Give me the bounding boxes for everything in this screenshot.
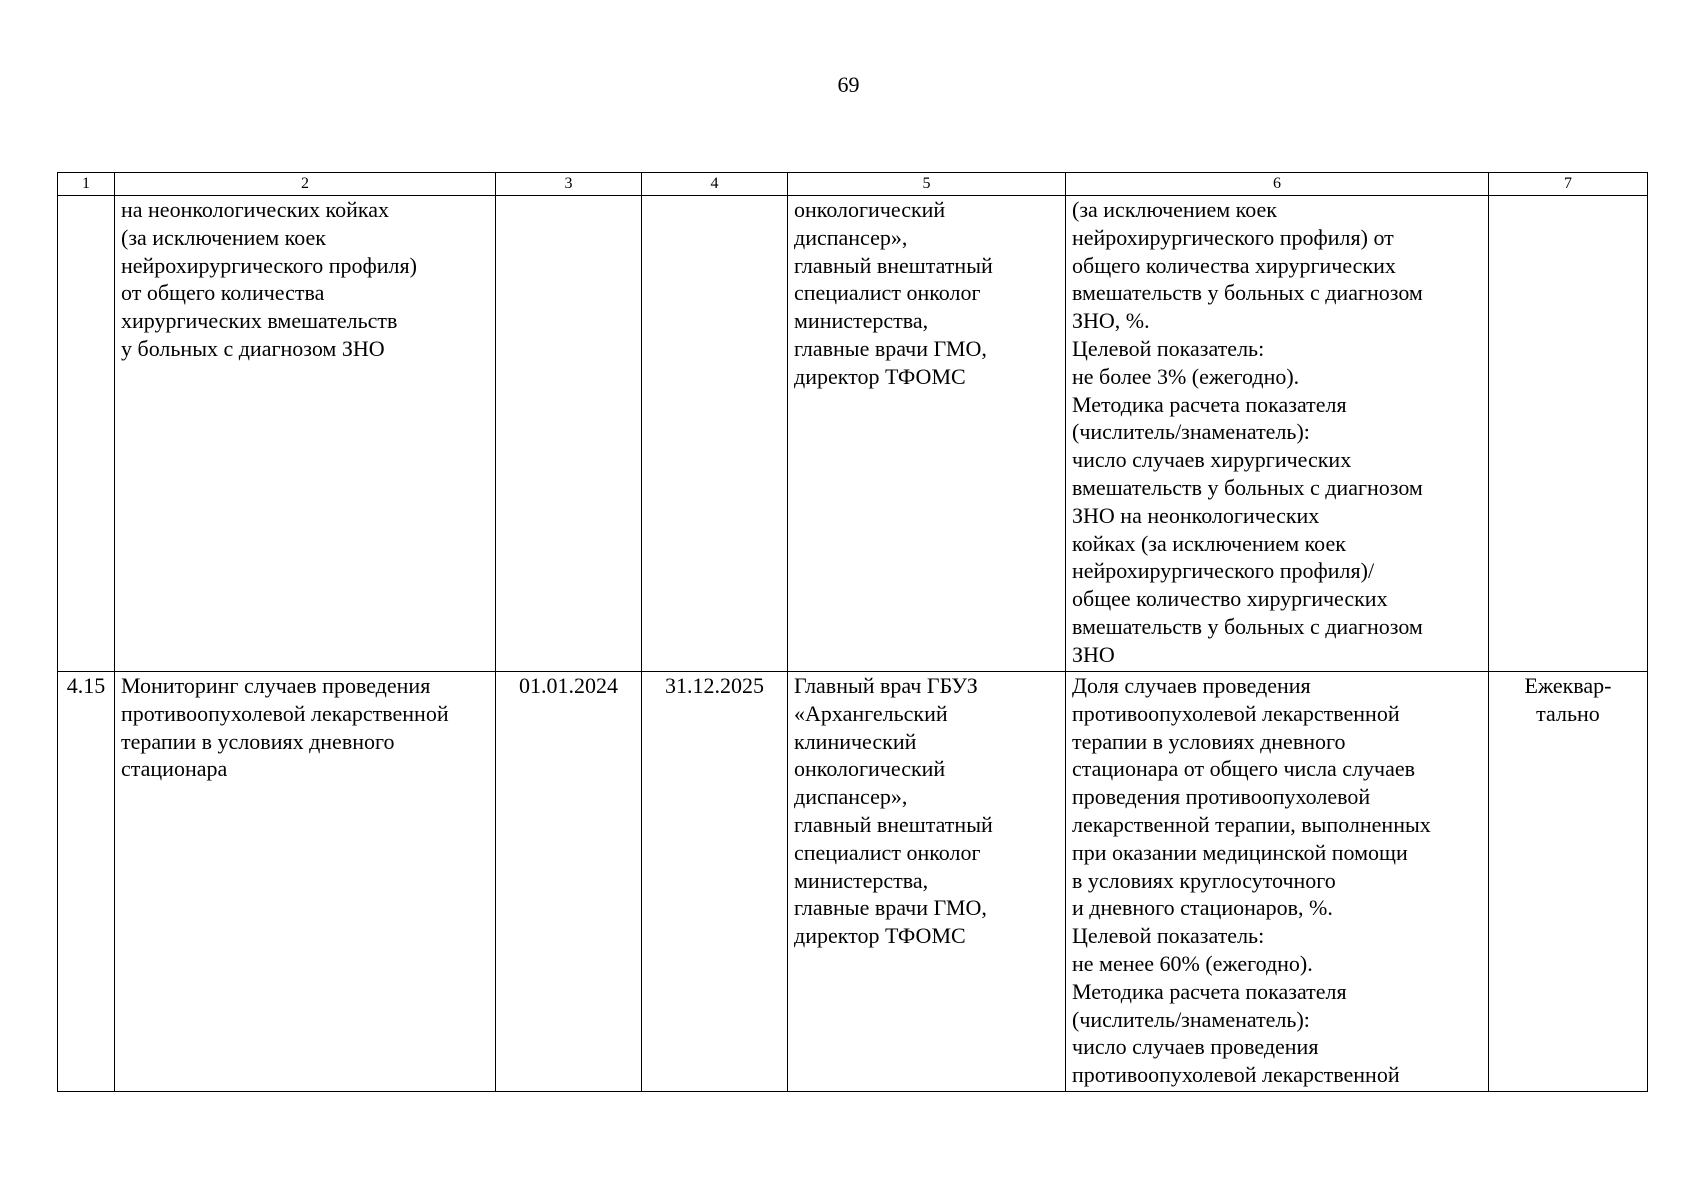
start-date-cell [496,196,642,672]
item-number-cell: 4.15 [58,672,115,1092]
event-cell: Мониторинг случаев проведения противоопухолевой лекарственной терапии в условиях дневного стационара [115,672,496,1092]
responsible-cell: Главный врач ГБУЗ «Архангельский клинический онкологический диспансер», главный внештатный специалист онколог министерства, главные врачи ГМО, директор ТФОМС [788,672,1066,1092]
page-number: 69 [837,72,860,97]
end-date-cell [642,196,788,672]
event-cell: на неонкологических койках (за исключением коек нейрохирургического профиля) от общего количества хирургических вмешательств у больных с диагнозом ЗНО [115,196,496,672]
header-row [58,173,1648,196]
plan-table [57,172,1648,1092]
column-header-7: 7 [1489,173,1648,196]
periodicity-cell: Ежеквар- тально [1489,672,1648,1092]
column-header-1: 1 [58,173,115,196]
start-date-cell: 01.01.2024 [496,672,642,1092]
table-row [58,196,1648,672]
indicator-cell: (за исключением коек нейрохирургического профиля) от общего количества хирургических вмешательств у больных с диагнозом ЗНО, %. Целевой показатель: не более 3% (ежегодно). Методика расчета показателя (числитель/знаменатель): число случаев хирургических вмешательств у больных с диагнозом ЗНО на неонкологических койках (за исключением коек нейрохирургического профиля)/ общее количество хирургических вмешательств у больных с диагнозом ЗНО [1066,196,1489,672]
column-header-3: 3 [496,173,642,196]
column-header-4: 4 [642,173,788,196]
end-date-cell: 31.12.2025 [642,672,788,1092]
item-number-cell [58,196,115,672]
indicator-cell: Доля случаев проведения противоопухолевой лекарственной терапии в условиях дневного стационара от общего числа случаев проведения противоопухолевой лекарственной терапии, выполненных при оказании медицинской помощи в условиях круглосуточного и дневного стационаров, %. Целевой показатель: не менее 60% (ежегодно). Методика расчета показателя (числитель/знаменатель): число случаев проведения противоопухолевой лекарственной [1066,672,1489,1092]
column-header-6: 6 [1066,173,1489,196]
periodicity-cell [1489,196,1648,672]
column-header-5: 5 [788,173,1066,196]
table-row [58,672,1648,1092]
responsible-cell: онкологический диспансер», главный внештатный специалист онколог министерства, главные врачи ГМО, директор ТФОМС [788,196,1066,672]
column-header-2: 2 [115,173,496,196]
